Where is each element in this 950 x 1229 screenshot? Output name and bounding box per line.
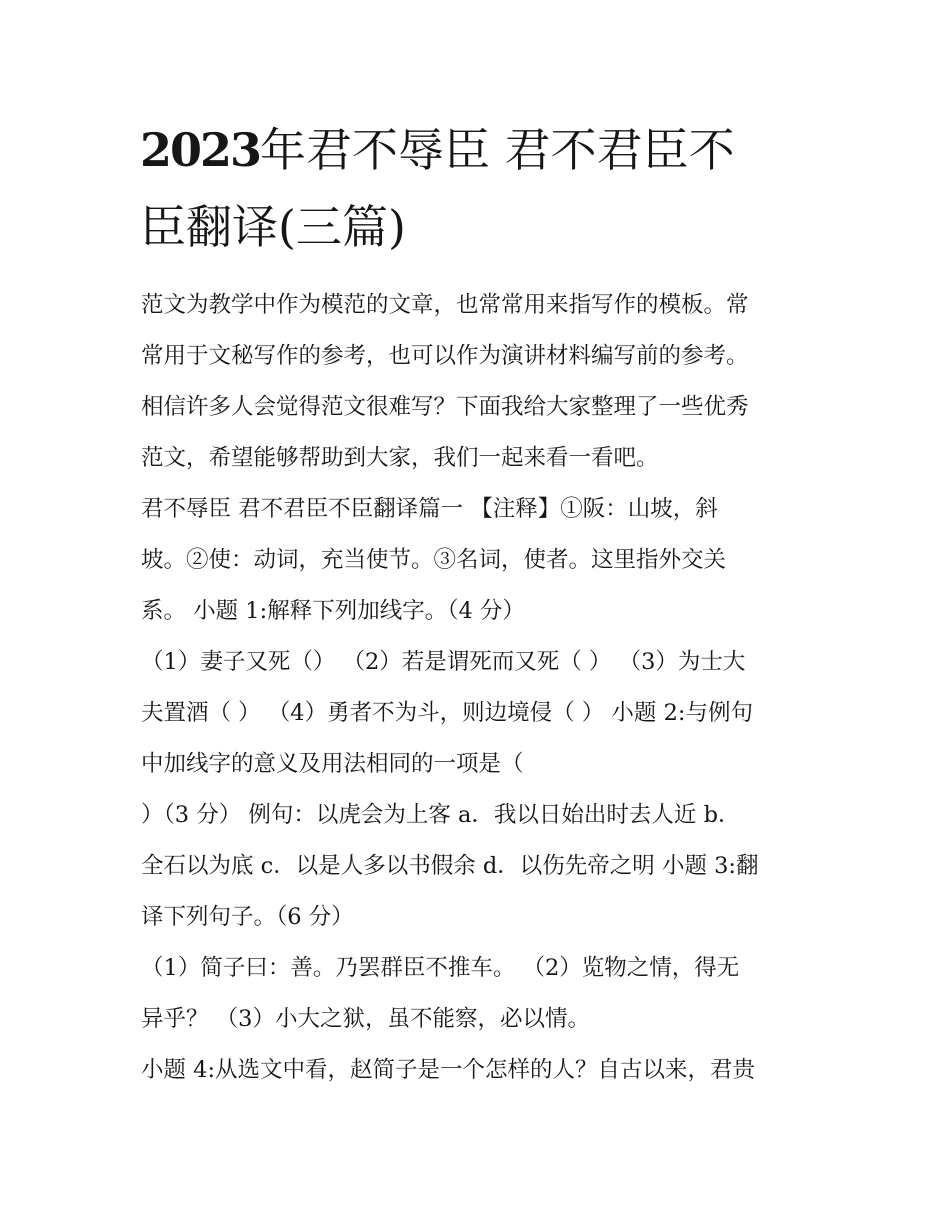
body-line: 小题 4:从选文中看，赵简子是一个怎样的人？自古以来，君贵: [141, 1057, 756, 1083]
document-title: [140, 112, 830, 266]
body-line: （1）妻子又死（） （2）若是谓死而又死（ ） （3）为士大: [141, 649, 746, 675]
title-line-2: 臣翻译(三篇): [140, 200, 406, 254]
body-line: 译下列句子。（6 分）: [141, 904, 354, 930]
body-line: 相信许多人会觉得范文很难写？下面我给大家整理了一些优秀: [141, 394, 749, 420]
body-line: ）（3 分） 例句：以虎会为上客 a．我以日始出时去人近 b．: [141, 802, 741, 828]
body-line: 全石以为底 c．以是人多以书假余 d．以伤先帝之明 小题 3:翻: [141, 853, 759, 879]
body-line: 范文为教学中作为模范的文章，也常常用来指写作的模板。常: [141, 292, 749, 318]
body-line: 中加线字的意义及用法相同的一项是（: [141, 751, 524, 777]
title-line-1: [140, 112, 830, 189]
body-line: 系。 小题 1:解释下列加线字。（4 分）: [141, 598, 525, 624]
body-line: 夫置酒（ ） （4）勇者不为斗，则边境侵（ ） 小题 2:与例句: [141, 700, 753, 726]
document-body: [141, 280, 831, 1096]
body-line: 范文，希望能够帮助到大家，我们一起来看一看吧。: [141, 445, 659, 471]
body-line: 坡。②使：动词，充当使节。③名词，使者。这里指外交关: [141, 547, 727, 573]
title-year: 2023: [140, 123, 261, 177]
body-line: 君不辱臣 君不君臣不臣翻译篇一 【注释】①阪：山坡，斜: [141, 496, 718, 522]
title-line-1-text: 年君不辱臣 君不君臣不: [260, 123, 735, 177]
body-line: 异乎？ （3）小大之狱，虽不能察，必以情。: [141, 1006, 590, 1032]
body-line: （1）简子曰：善。乃罢群臣不推车。 （2）览物之情，得无: [141, 955, 740, 981]
body-line: 常用于文秘写作的参考，也可以作为演讲材料编写前的参考。: [141, 343, 749, 369]
